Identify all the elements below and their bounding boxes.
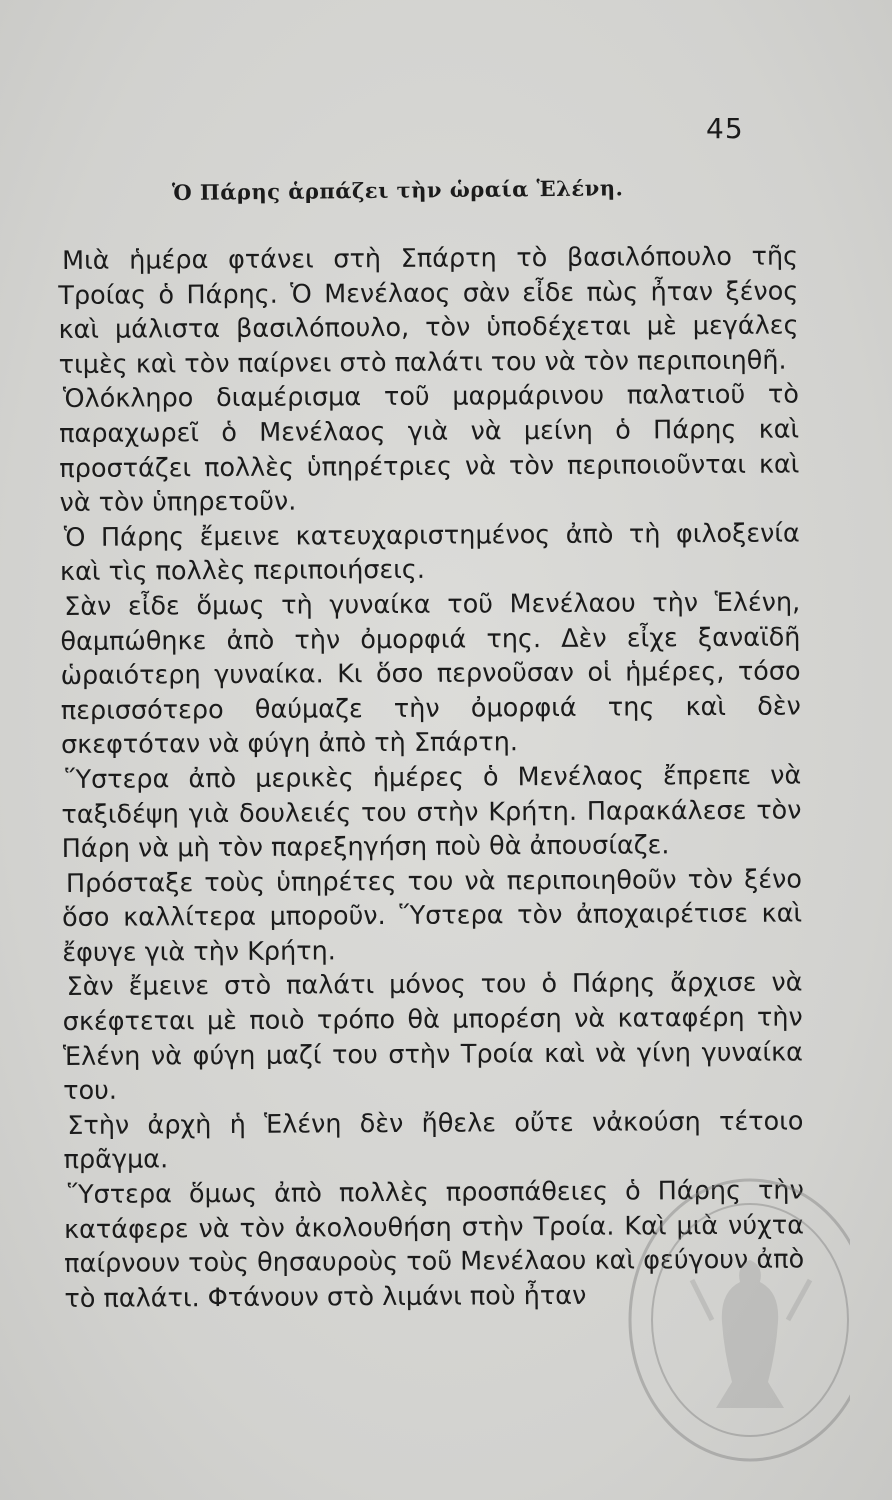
paragraph: Ὁ Πάρης ἔμεινε κατευχαριστημένος ἀπὸ τὴ φιλοξενία καὶ τὶς πολλὲς περιποιήσεις. bbox=[59, 518, 800, 588]
chapter-heading: Ὁ Πάρης ἁρπάζει τὴν ὡραία Ἑλένη. bbox=[171, 175, 624, 205]
body-text bbox=[58, 239, 805, 1316]
paragraph: Σὰν ἔμεινε στὸ παλάτι μόνος του ὁ Πάρης ἄρχισε νὰ σκέφτεται μὲ ποιὸ τρόπο θὰ μπορέση νὰ καταφέρη τὴν Ἑλένη νὰ φύγη μαζί του στὴν Τροία καὶ νὰ γίνη γυναίκα του. bbox=[62, 967, 804, 1107]
paragraph: Πρόσταξε τοὺς ὑπηρέτες του νὰ περιποιηθοῦν τὸν ξένο ὅσο καλλίτερα μποροῦν. Ὕστερα τὸν ἀποχαιρέτισε καὶ ἔφυγε γιὰ τὴν Κρήτη. bbox=[62, 864, 803, 968]
page-number: 45 bbox=[706, 112, 744, 145]
paragraph: Ὕστερα ἀπὸ μερικὲς ἡμέρες ὁ Μενέλαος ἔπρεπε νὰ ταξιδέψη γιὰ δουλειές του στὴν Κρήτη. Παρακάλεσε τὸν Πάρη νὰ μὴ τὸν παρεξηγήση ποὺ θὰ ἀπουσίαζε. bbox=[61, 760, 802, 865]
paragraph: Ὕστερα ὅμως ἀπὸ πολλὲς προσπάθειες ὁ Πάρης τὴν κατάφερε νὰ τὸν ἀκολουθήση στὴν Τροία. Καὶ μιὰ νύχτα παίρνουν τοὺς θησαυροὺς τοῦ Μενέλαου καὶ φεύγουν ἀπὸ τὸ παλάτι. Φτάνουν στὸ λιμάνι ποὺ ἦταν bbox=[63, 1175, 805, 1314]
paragraph: Στὴν ἀρχὴ ἡ Ἑλένη δὲν ἤθελε οὔτε νἀκούση τέτοιο πρᾶγμα. bbox=[63, 1106, 804, 1176]
paragraph: Μιὰ ἡμέρα φτάνει στὴ Σπάρτη τὸ βασιλόπουλο τῆς Τροίας ὁ Πάρης. Ὁ Μενέλαος σὰν εἶδε πὼς ἦταν ξένος καὶ μάλιστα βασιλόπουλο, τὸν ὑποδέχεται μὲ μεγάλες τιμὲς καὶ τὸν παίρνει στὸ παλάτι του νὰ τὸν περιποιηθῆ. bbox=[58, 241, 799, 380]
library-seal-stamp-icon bbox=[600, 1170, 850, 1480]
paragraph: Ὁλόκληρο διαμέρισμα τοῦ μαρμάρινου παλατιοῦ τὸ παραχωρεῖ ὁ Μενέλαος γιὰ νὰ μείνη ὁ Πάρης καὶ προστάζει πολλὲς ὑπηρέτριες νὰ τὸν περιποιοῦνται καὶ νὰ τὸν ὑπηρετοῦν. bbox=[59, 379, 800, 519]
paragraph: Σὰν εἶδε ὅμως τὴ γυναίκα τοῦ Μενέλαου τὴν Ἑλένη, θαμπώθηκε ἀπὸ τὴν ὀμορφιά της. Δὲν εἶχε ξαναϊδῆ ὡραιότερη γυναίκα. Κι ὅσο περνοῦσαν οἱ ἡμέρες, τόσο περισσότερο θαύμαζε τὴν ὀμορφιά της καὶ δὲν σκεφτόταν νὰ φύγη ἀπὸ τὴ Σπάρτη. bbox=[60, 587, 801, 761]
